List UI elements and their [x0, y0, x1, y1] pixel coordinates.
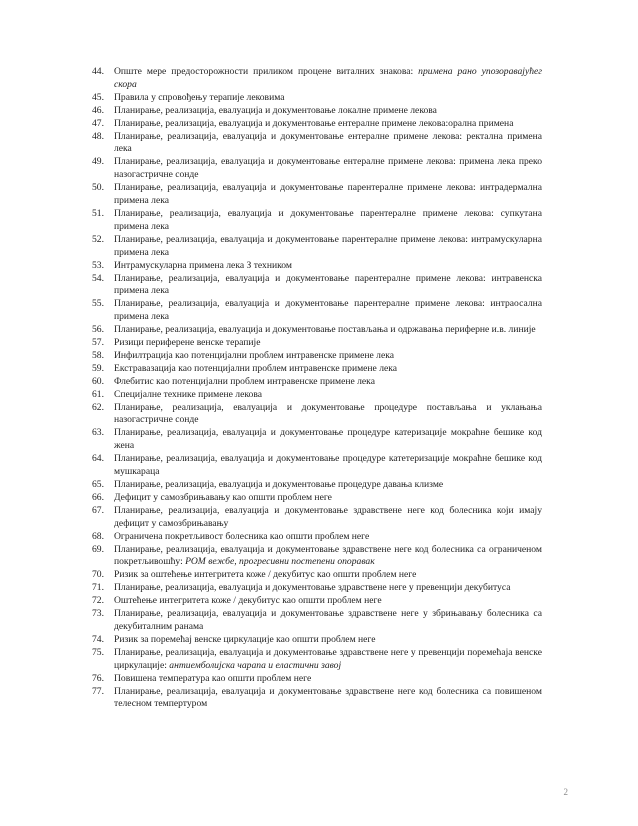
list-item [92, 608, 542, 634]
list-item-main-text: Планирање, реализација, евалуација и документовање ентералне примене лекова: ректална примена лека [114, 130, 542, 155]
list-item-number: 63. [92, 427, 104, 439]
list-item-number: 54. [92, 272, 104, 284]
list-item-text [114, 376, 542, 389]
list-item-main-text: Повишена температура као општи проблем неге [114, 672, 312, 684]
list-item-text [114, 479, 542, 492]
list-item-main-text: Инфилтрација као потенцијални проблем интравенске примене лека [114, 349, 394, 361]
list-item [92, 118, 542, 131]
list-item-text [114, 118, 542, 131]
list-item [92, 531, 542, 544]
list-item-text [114, 208, 542, 234]
list-item-number: 72. [92, 595, 104, 607]
list-item-main-text: Планирање, реализација, евалуација и документовање здравствене неге у превенцији декубитуса [114, 582, 511, 594]
list-item-text [114, 608, 542, 634]
list-item-number: 62. [92, 401, 104, 413]
list-item-text [114, 260, 542, 273]
list-item-text [114, 234, 542, 260]
list-item-number: 65. [92, 479, 104, 490]
list-item-main-text: Планирање, реализација, евалуација и документовање ентералне примене лекова:орална примена [114, 117, 514, 129]
list-item [92, 273, 542, 299]
list-item-number: 60. [92, 375, 104, 387]
list-item [92, 505, 542, 531]
list-item [92, 92, 542, 105]
list-item [92, 105, 542, 118]
list-item-main-text: Планирање, реализација, евалуација и документовање локалне примене лекова [114, 104, 437, 116]
list-item-text [114, 544, 542, 570]
list-item-text [114, 92, 542, 105]
list-item [92, 363, 542, 376]
list-item-main-text: Интрамускуларна примена лека З техником [114, 259, 292, 271]
list-item [92, 595, 542, 608]
list-item [92, 337, 542, 350]
list-item-main-text: Опште мере предосторожности приликом процене виталних знакова: [114, 66, 419, 77]
list-item-main-text: Ризици периферене венске терапије [114, 337, 261, 349]
list-item [92, 350, 542, 363]
page-number: 2 [563, 787, 568, 797]
list-item-main-text: Ограничена покретљивост болесника као општи проблем неге [114, 530, 370, 542]
list-item [92, 647, 542, 673]
list-item-number: 45. [92, 91, 104, 103]
list-item-main-text: Ризик за оштећење интегритета коже / декубитус као општи проблем неге [114, 569, 417, 581]
list-item-text [114, 595, 542, 608]
list-item-main-text: Планирање, реализација, евалуација и документовање процедуре катетеризације мокраћне бешике код мушкараца [114, 453, 542, 478]
list-item-main-text: Планирање, реализација, евалуација и документовање парентералне примене лекова: интрамускуларна примена лека [114, 233, 542, 258]
list-item [92, 634, 542, 647]
list-item-italic-text: антиемболијска чарапа и еластични завој [169, 659, 342, 671]
list-item-number: 61. [92, 388, 104, 400]
list-item-text [114, 66, 542, 92]
list-item-number: 58. [92, 349, 104, 361]
list-item-number: 49. [92, 156, 104, 168]
list-item-text [114, 363, 542, 376]
list-item-number: 50. [92, 182, 104, 194]
list-item-main-text: Дефицит у самозбрињавању као општи проблем неге [114, 491, 332, 503]
list-item-number: 55. [92, 298, 104, 310]
list-item-main-text: Планирање, реализација, евалуација и документовање здравствене неге код болесника са ограниченом покретљивошћу: [114, 543, 542, 568]
list-item-main-text: Планирање, реализација, евалуација и документовање парентералне примене лекова: супкутана примена лека [114, 207, 542, 232]
list-item-number: 64. [92, 453, 104, 465]
list-item-main-text: Планирање, реализација, евалуација и документовање процедуре постављања и уклањања назогастричне сонде [114, 401, 542, 426]
list-item-number: 66. [92, 491, 104, 503]
list-item-main-text: Планирање, реализација, евалуација и документовање здравствене неге код болесника са повишеном телесном темпертуром [114, 685, 542, 710]
list-item-main-text: Планирање, реализација, евалуација и документовање процедуре катеризације мокраћне бешике код жена [114, 427, 542, 452]
list-item [92, 569, 542, 582]
list-item-number: 47. [92, 117, 104, 129]
list-item [92, 298, 542, 324]
list-item-number: 77. [92, 685, 104, 697]
list-item-main-text: Планирање, реализација, евалуација и документовање процедуре давања клизме [114, 479, 444, 490]
list-item-text [114, 569, 542, 582]
list-item [92, 453, 542, 479]
list-item-text [114, 182, 542, 208]
list-item-number: 75. [92, 646, 104, 658]
list-item-main-text: Правила у спровођењу терапије лековима [114, 91, 285, 103]
list-item-text [114, 389, 542, 402]
list-item-number: 68. [92, 530, 104, 542]
list-item-main-text: Планирање, реализација, евалуација и документовање парентералне примене лекова: интрадермална примена лека [114, 182, 542, 207]
list-item [92, 686, 542, 712]
list-item-number: 59. [92, 362, 104, 374]
list-item-text [114, 453, 542, 479]
list-item-text [114, 673, 542, 686]
list-item-number: 46. [92, 104, 104, 116]
list-item-main-text: Планирање, реализација, евалуација и документовање ентералне примене лекова: примена лека преко назогастричне сонде [114, 156, 542, 181]
list-item-number: 48. [92, 130, 104, 142]
list-item-main-text: Флебитис као потенцијални проблем интравенске примене лека [114, 375, 375, 387]
list-item-number: 44. [92, 66, 104, 77]
list-item [92, 234, 542, 260]
list-item-italic-text: примена рано упозоравајућег скора [114, 66, 543, 90]
list-item-main-text: Планирање, реализација, евалуација и документовање парентералне примене лекова: интравенска примена лека [114, 272, 542, 297]
list-item-main-text: Планирање, реализација, евалуација и документовање здравствене неге у збрињавању болесника са декубиталним ранама [114, 608, 542, 632]
topic-list [92, 66, 542, 711]
list-item-number: 52. [92, 233, 104, 245]
list-item-text [114, 686, 542, 712]
list-item-number: 69. [92, 543, 104, 555]
list-item-main-text: Планирање, реализација, евалуација и документовање постављања и одржавања периферне и.в. линије [114, 324, 536, 336]
list-item-text [114, 156, 542, 182]
list-item-number: 71. [92, 582, 104, 594]
list-item [92, 66, 542, 92]
list-item-text [114, 531, 542, 544]
list-item [92, 544, 542, 570]
list-item [92, 260, 542, 273]
list-item-main-text: Оштећење интегритета коже / декубитус као општи проблем неге [114, 595, 382, 607]
list-item-number: 73. [92, 608, 104, 620]
list-item-number: 76. [92, 672, 104, 684]
list-item-text [114, 350, 542, 363]
list-item-number: 67. [92, 504, 104, 516]
list-item-main-text: Екстравазација као потенцијални проблем интравенске примене лека [114, 362, 398, 374]
list-item-main-text: Планирање, реализација, евалуација и документовање здравствене неге код болесника који имају дефицит у самозбрињавању [114, 504, 542, 529]
list-item-number: 57. [92, 337, 104, 349]
list-item-text [114, 427, 542, 453]
list-item [92, 156, 542, 182]
list-item-text [114, 492, 542, 505]
list-item [92, 402, 542, 428]
list-item [92, 427, 542, 453]
list-item-text [114, 298, 542, 324]
list-item-text [114, 105, 542, 118]
list-item-text [114, 647, 542, 673]
list-item-main-text: Ризик за поремећај венске циркулације као општи проблем неге [114, 633, 376, 645]
list-item [92, 673, 542, 686]
list-item-number: 70. [92, 569, 104, 581]
list-item-main-text: Планирање, реализација, евалуација и документовање здравствене неге у превенцији поремећаја венске циркулације: [114, 646, 542, 671]
list-item-text [114, 505, 542, 531]
list-item [92, 492, 542, 505]
list-item [92, 389, 542, 402]
list-item-main-text: Специјалне технике примене лекова [114, 388, 262, 400]
list-item-italic-text: РОМ вежбе, прогресивни постепени опоравак [185, 556, 375, 568]
list-item [92, 479, 542, 492]
list-item [92, 208, 542, 234]
list-item [92, 131, 542, 157]
list-item-main-text: Планирање, реализација, евалуација и документовање парентералне примене лекова: интраосална примена лека [114, 298, 542, 323]
list-item-text [114, 273, 542, 299]
list-item-text [114, 337, 542, 350]
list-item [92, 376, 542, 389]
list-item-text [114, 402, 542, 428]
list-item-text [114, 634, 542, 647]
list-item-number: 51. [92, 207, 104, 219]
list-item-text [114, 131, 542, 157]
list-item [92, 182, 542, 208]
list-item-number: 74. [92, 633, 104, 645]
list-item [92, 324, 542, 337]
list-item [92, 582, 542, 595]
list-item-text [114, 582, 542, 595]
list-item-number: 56. [92, 324, 104, 336]
list-item-text [114, 324, 542, 337]
list-item-number: 53. [92, 259, 104, 271]
